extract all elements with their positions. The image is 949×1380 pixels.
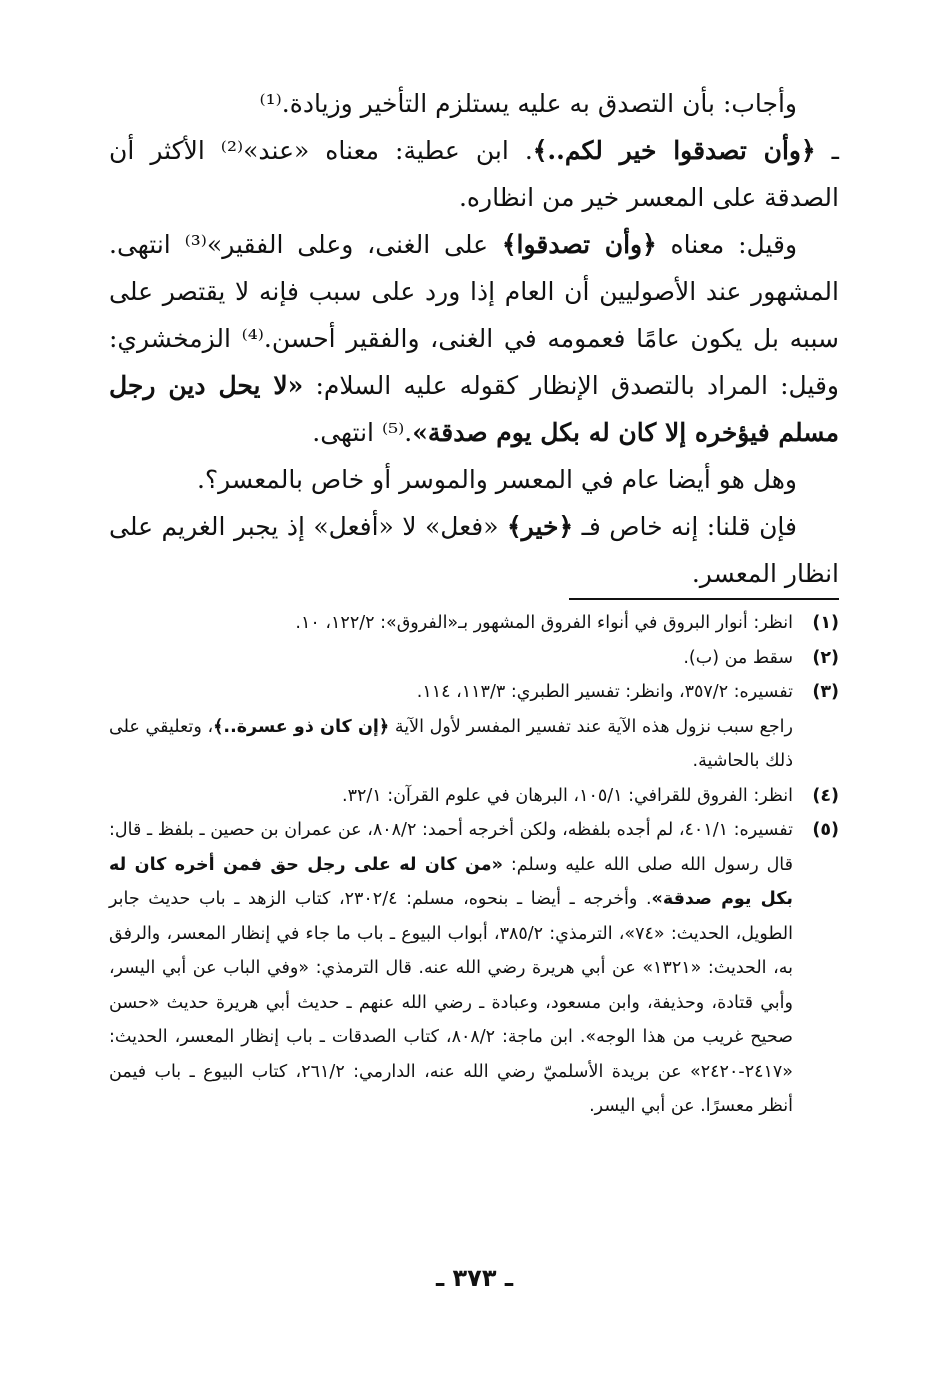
paragraph-text: على الغنى، وعلى الفقير»⁽³⁾ انتهى. المشهور عند الأصوليين أن العام إذا ورد على سبب فإنه لا يقتصر على سببه بل يكون عامًا فعمومه في الغنى، والفقير أحسن.⁽⁴⁾ الزمخشري: وقيل: المراد بالتصدق الإنظار كقوله عليه السلام: (109, 230, 840, 400)
footnote-text-part: . وأخرجه ـ أيضا ـ بنحوه، مسلم: ٢٣٠٢/٤، كتاب الزهد ـ باب حديث جابر الطويل، الحديث: «٧٤»، الترمذي: ٣٨٥/٢، أبواب البيوع ـ باب ما جاء في إنظار المعسر، والرفق به، الحديث: «١٣٢١» عن أبي هريرة رضي الله عنه. قال الترمذي: «وفي الباب عن أبي اليسر، وأبي قتادة، وحذيفة، وابن مسعود، وعبادة ـ رضي الله عنهم ـ حديث أبي هريرة حديث «حسن صحيح غريب من هذا الوجه». ابن ماجة: ٨٠٨/٢، كتاب الصدقات ـ باب إنظار المعسر، الحديث: «٢٤١٧-٢٤٢٠» عن بريدة الأسلميّ رضي الله عنه، الدارمي: ٢٦١/٢، كتاب البيوع ـ باب فيمن أنظر معسرًا. عن أبي اليسر. (109, 889, 794, 1116)
paragraph-ibn-atiyya (109, 127, 839, 221)
footnote-2 (109, 641, 839, 676)
footnote-number: (١) (812, 613, 839, 633)
footnote-1 (109, 606, 839, 641)
paragraph-conclusion (109, 503, 839, 597)
main-text (109, 80, 839, 597)
hadith-quote: «من كان له على رجل حق فمن أخره كان له بكل يوم صدقة» (109, 854, 793, 909)
paragraph-text: ـ (815, 136, 839, 165)
paragraph-text: وأجاب: بأن التصدق به عليه يستلزم التأخير وزيادة.⁽¹⁾ (259, 89, 797, 118)
paragraph-question (109, 456, 839, 503)
footnote-number: (٢) (812, 647, 839, 668)
hadith-quote: «لا يحل دين رجل مسلم فيؤخره إلا كان له بكل يوم صدقة» (109, 371, 839, 447)
paragraph-text: . ابن عطية: معناه «عند»⁽²⁾ الأكثر أن الصدقة على المعسر خير من انظاره. (109, 136, 839, 212)
paragraph-text: فإن قلنا: إنه خاص فـ (573, 512, 797, 541)
paragraph-text: .⁽⁵⁾ انتهى. (312, 418, 413, 447)
page-number: ـ ٣٧٣ ـ (435, 1264, 514, 1292)
footnote-text-part: تفسيره: ٤٠١/١، لم أجده بلفظه، ولكن أخرجه أحمد: ٨٠٨/٢، عن عمران بن حصين ـ بلفظ ـ قال: قال رسول الله صلى الله عليه وسلم: (109, 820, 793, 875)
paragraph-text: وهل هو أيضا عام في المعسر والموسر أو خاص بالمعسر؟. (196, 465, 797, 494)
footnote-number: (٣) (812, 682, 839, 702)
footnote-3-continuation (109, 710, 839, 779)
paragraph-text: «فعل» لا «أفعل» إذ يجبر الغريم على انظار المعسر. (109, 512, 839, 588)
quran-quote: ﴿وأن تصدقوا خير لكم..﴾ (532, 136, 816, 165)
footnote-4 (109, 779, 839, 814)
footnote-5 (109, 813, 839, 1124)
paragraph-text: وقيل: معناه (656, 230, 798, 259)
paragraph-qil (109, 221, 839, 456)
footnote-3 (109, 675, 839, 710)
paragraph-answer (109, 80, 839, 127)
footnote-number: (٤) (812, 785, 839, 806)
footnote-text: سقط من (ب). (683, 647, 793, 668)
footnote-number: (٥) (812, 820, 839, 840)
footnote-text: ، وتعليقي على ذلك بالحاشية. (109, 716, 793, 771)
quran-quote: ﴿إن كان ذو عسرة..﴾ (213, 716, 390, 737)
footnote-text: انظر: أنوار البروق في أنواء الفروق المشهور بـ«الفروق»: ١٢٢/٢، ١٠. (295, 613, 793, 633)
footnote-divider (569, 598, 839, 600)
footnote-text: انظر: الفروق للقرافي: ١٠٥/١، البرهان في علوم القرآن: ٣٢/١. (342, 785, 793, 806)
footnotes (109, 606, 839, 1124)
quran-quote: ﴿وأن تصدقوا﴾ (501, 230, 657, 259)
footnote-text: تفسيره: ٣٥٧/٢، وانظر: تفسير الطبري: ١١٣/٣، ١١٤. (416, 682, 793, 702)
quran-quote: ﴿خير﴾ (507, 512, 574, 541)
footnote-text: راجع سبب نزول هذه الآية عند تفسير المفسر لأول الآية (389, 716, 793, 737)
footnote-text (109, 813, 793, 1124)
